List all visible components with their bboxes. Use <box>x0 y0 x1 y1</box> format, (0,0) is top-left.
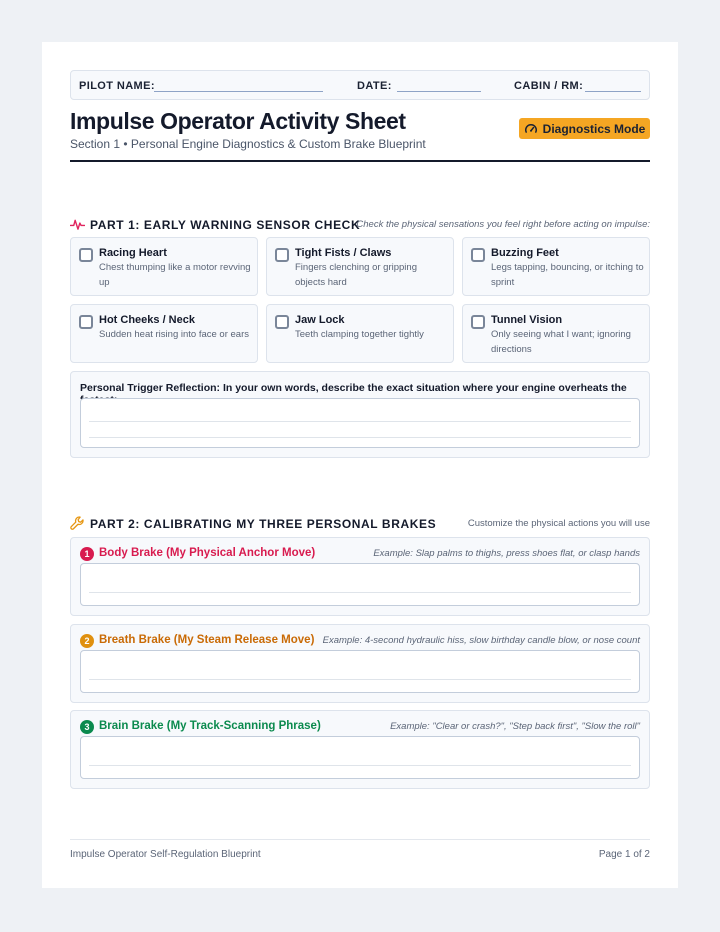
sensor-checkbox[interactable] <box>471 248 485 262</box>
sensor-card-hot-cheeks[interactable] <box>70 304 258 363</box>
date-label: DATE: <box>357 80 392 92</box>
footer-divider <box>70 839 650 840</box>
writing-line <box>89 679 631 680</box>
writing-line <box>89 421 631 422</box>
sensor-card-tight-fists[interactable] <box>266 237 454 296</box>
trigger-reflection-input[interactable] <box>80 398 640 448</box>
step-number-badge: 2 <box>80 634 94 648</box>
part2-title: PART 2: CALIBRATING MY THREE PERSONAL BRAKES <box>90 517 437 531</box>
sensor-title: Hot Cheeks / Neck <box>99 314 195 326</box>
pilot-name-field[interactable] <box>154 91 323 92</box>
footer-title: Impulse Operator Self-Regulation Blueprint <box>70 849 261 860</box>
part1-title: PART 1: EARLY WARNING SENSOR CHECK <box>90 218 361 232</box>
cabin-field[interactable] <box>585 91 641 92</box>
part2-heading <box>70 516 650 532</box>
page-title: Impulse Operator Activity Sheet <box>70 108 406 134</box>
trigger-reflection-box <box>70 371 650 458</box>
cabin-label: CABIN / RM: <box>514 80 584 92</box>
part1-instruction: Check the physical sensations you feel right before acting on impulse: <box>356 219 650 230</box>
activity-sheet-page <box>42 42 678 888</box>
brain-brake-input[interactable] <box>80 736 640 779</box>
writing-line <box>89 592 631 593</box>
sensor-title: Jaw Lock <box>295 314 345 326</box>
step-number-badge: 3 <box>80 720 94 734</box>
sensor-card-tunnel-vision[interactable] <box>462 304 650 363</box>
writing-line <box>89 765 631 766</box>
writing-line <box>89 437 631 438</box>
sensor-title: Buzzing Feet <box>491 247 559 259</box>
body-brake-title: Body Brake (My Physical Anchor Move) <box>99 547 316 559</box>
sensor-description: Sudden heat rising into face or ears <box>99 329 249 340</box>
brain-brake-section <box>70 710 650 789</box>
sensor-checkbox[interactable] <box>275 315 289 329</box>
step-number-badge: 1 <box>80 547 94 561</box>
heartbeat-icon <box>70 217 85 232</box>
pilot-name-label: PILOT NAME: <box>79 80 155 92</box>
diagnostics-mode-badge <box>519 118 650 139</box>
sensor-checkbox[interactable] <box>79 315 93 329</box>
badge-label: Diagnostics Mode <box>542 121 646 136</box>
sensor-checkbox[interactable] <box>79 248 93 262</box>
gauge-icon <box>524 122 538 136</box>
sensor-checkbox[interactable] <box>471 315 485 329</box>
breath-brake-input[interactable] <box>80 650 640 693</box>
breath-brake-title: Breath Brake (My Steam Release Move) <box>99 634 315 646</box>
part1-heading <box>70 217 650 233</box>
body-brake-section <box>70 537 650 616</box>
body-brake-example: Example: Slap palms to thighs, press shoes flat, or clasp hands <box>373 548 640 559</box>
header-info-box <box>70 70 650 100</box>
sensor-description: Only seeing what I want; ignoring directions <box>491 329 631 355</box>
sensor-card-buzzing-feet[interactable] <box>462 237 650 296</box>
sensor-title: Racing Heart <box>99 247 167 259</box>
sensor-description: Fingers clenching or gripping objects hard <box>295 262 417 288</box>
sensor-title: Tunnel Vision <box>491 314 563 326</box>
sensor-description: Chest thumping like a motor revving up <box>99 262 251 288</box>
sensor-description: Legs tapping, bouncing, or itching to sprint <box>491 262 644 288</box>
trigger-reflection-label: Personal Trigger Reflection: In your own words, describe the exact situation where your engine overheats the <box>80 382 627 394</box>
wrench-icon <box>70 516 85 531</box>
brain-brake-title: Brain Brake (My Track-Scanning Phrase) <box>99 720 321 732</box>
title-divider <box>70 160 650 162</box>
brain-brake-example: Example: "Clear or crash?", "Step back first", "Slow the roll" <box>390 721 640 732</box>
breath-brake-example: Example: 4-second hydraulic hiss, slow birthday candle blow, or nose count <box>322 635 640 646</box>
sensor-description: Teeth clamping together tightly <box>295 329 424 340</box>
sensor-card-jaw-lock[interactable] <box>266 304 454 363</box>
page-subtitle: Section 1 • Personal Engine Diagnostics & Custom Brake Blueprint <box>70 137 426 151</box>
date-field[interactable] <box>397 91 481 92</box>
sensor-card-racing-heart[interactable] <box>70 237 258 296</box>
body-brake-input[interactable] <box>80 563 640 606</box>
sensor-checkbox[interactable] <box>275 248 289 262</box>
page-number: Page 1 of 2 <box>598 849 650 860</box>
sensor-title: Tight Fists / Claws <box>295 247 392 259</box>
part2-instruction: Customize the physical actions you will use <box>467 518 650 529</box>
breath-brake-section <box>70 624 650 703</box>
